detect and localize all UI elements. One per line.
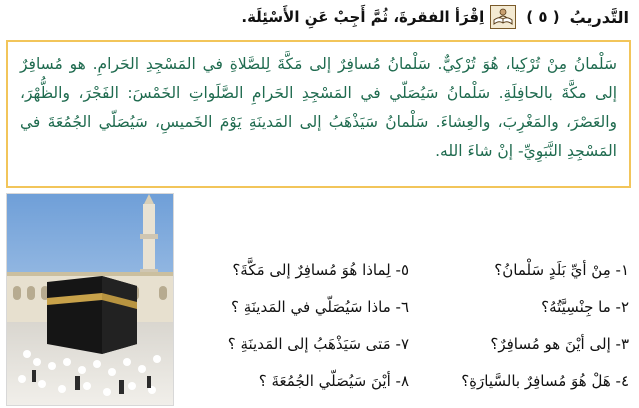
question-item (184, 363, 409, 400)
question-text: هَلْ هُوَ مُسافِرٌ بالسَّيارَةِ؟ (461, 372, 611, 390)
question-item (419, 363, 629, 400)
question-number: ٥- (395, 261, 409, 279)
reading-passage: سَلْمانُ مِنْ تُرْكِيا، هُوَ تُرْكِيٌّ. سَلْمانُ مُسافِرٌ إلى مَكَّةَ لِلصَّلاةِ في المَسْجِدِ الحَرامِ. هو مُسافِرٌ إلى مكَّةَ بالحافِلَةِ. سَلْمانُ سَيُصَلّي في المَسْجِدِ الحَرامِ الصَّلَواتِ الخَمْسَ: الفَجْرَ، والظُّهْرَ، والعَصْرَ، والمَغْرِبَ، والعِشاءَ. سَلْمانُ سَيَذْهَبُ إلى المَدينَةِ يَوْمَ الخَميسِ، سَيُصَلّي الجُمُعَةَ في المَسْجِدِ النَّبَوِيِّ- إنْ شاءَ الله. (20, 55, 617, 160)
question-number: ٢- (615, 298, 629, 316)
exercise-header (241, 2, 629, 32)
question-text: ما جِنْسِيَّتُهُ؟ (541, 298, 611, 316)
question-item (419, 326, 629, 363)
question-text: لِماذا هُوَ مُسافِرٌ إلى مَكَّةَ؟ (232, 261, 391, 279)
question-number: ٤- (615, 372, 629, 390)
question-text: مَتى سَيَذْهَبُ إلى المَدينَةِ ؟ (227, 335, 391, 353)
question-number: ١- (615, 261, 629, 279)
question-number: ٨- (395, 372, 409, 390)
question-text: أيْنَ سَيُصَلّي الجُمُعَةَ ؟ (258, 372, 391, 390)
question-number: ٣- (615, 335, 629, 353)
question-number: ٦- (395, 298, 409, 316)
question-text: مِنْ أيِّ بَلَدٍ سَلْمانُ؟ (494, 261, 611, 279)
exercise-instruction: اِقْرَأ الفقرةَ، ثُمَّ أَجِبْ عَنِ الأَسْئِلَة. (241, 8, 485, 26)
question-text: ماذا سَيُصَلّي في المَدينَةِ ؟ (230, 298, 391, 316)
reading-passage-box (6, 40, 631, 188)
question-item (184, 326, 409, 363)
question-item (184, 289, 409, 326)
question-number: ٧- (395, 335, 409, 353)
questions-list (184, 252, 629, 402)
exercise-number: ( ٥ ) (526, 8, 560, 26)
exercise-title: التَّدريبُ (569, 7, 629, 27)
book-read-icon (490, 5, 516, 29)
question-item (419, 252, 629, 289)
question-text: إلى أيْنَ هو مُسافِرٌ؟ (490, 335, 611, 353)
question-item (184, 252, 409, 289)
kaaba-mosque-photo (6, 193, 174, 406)
question-item (419, 289, 629, 326)
